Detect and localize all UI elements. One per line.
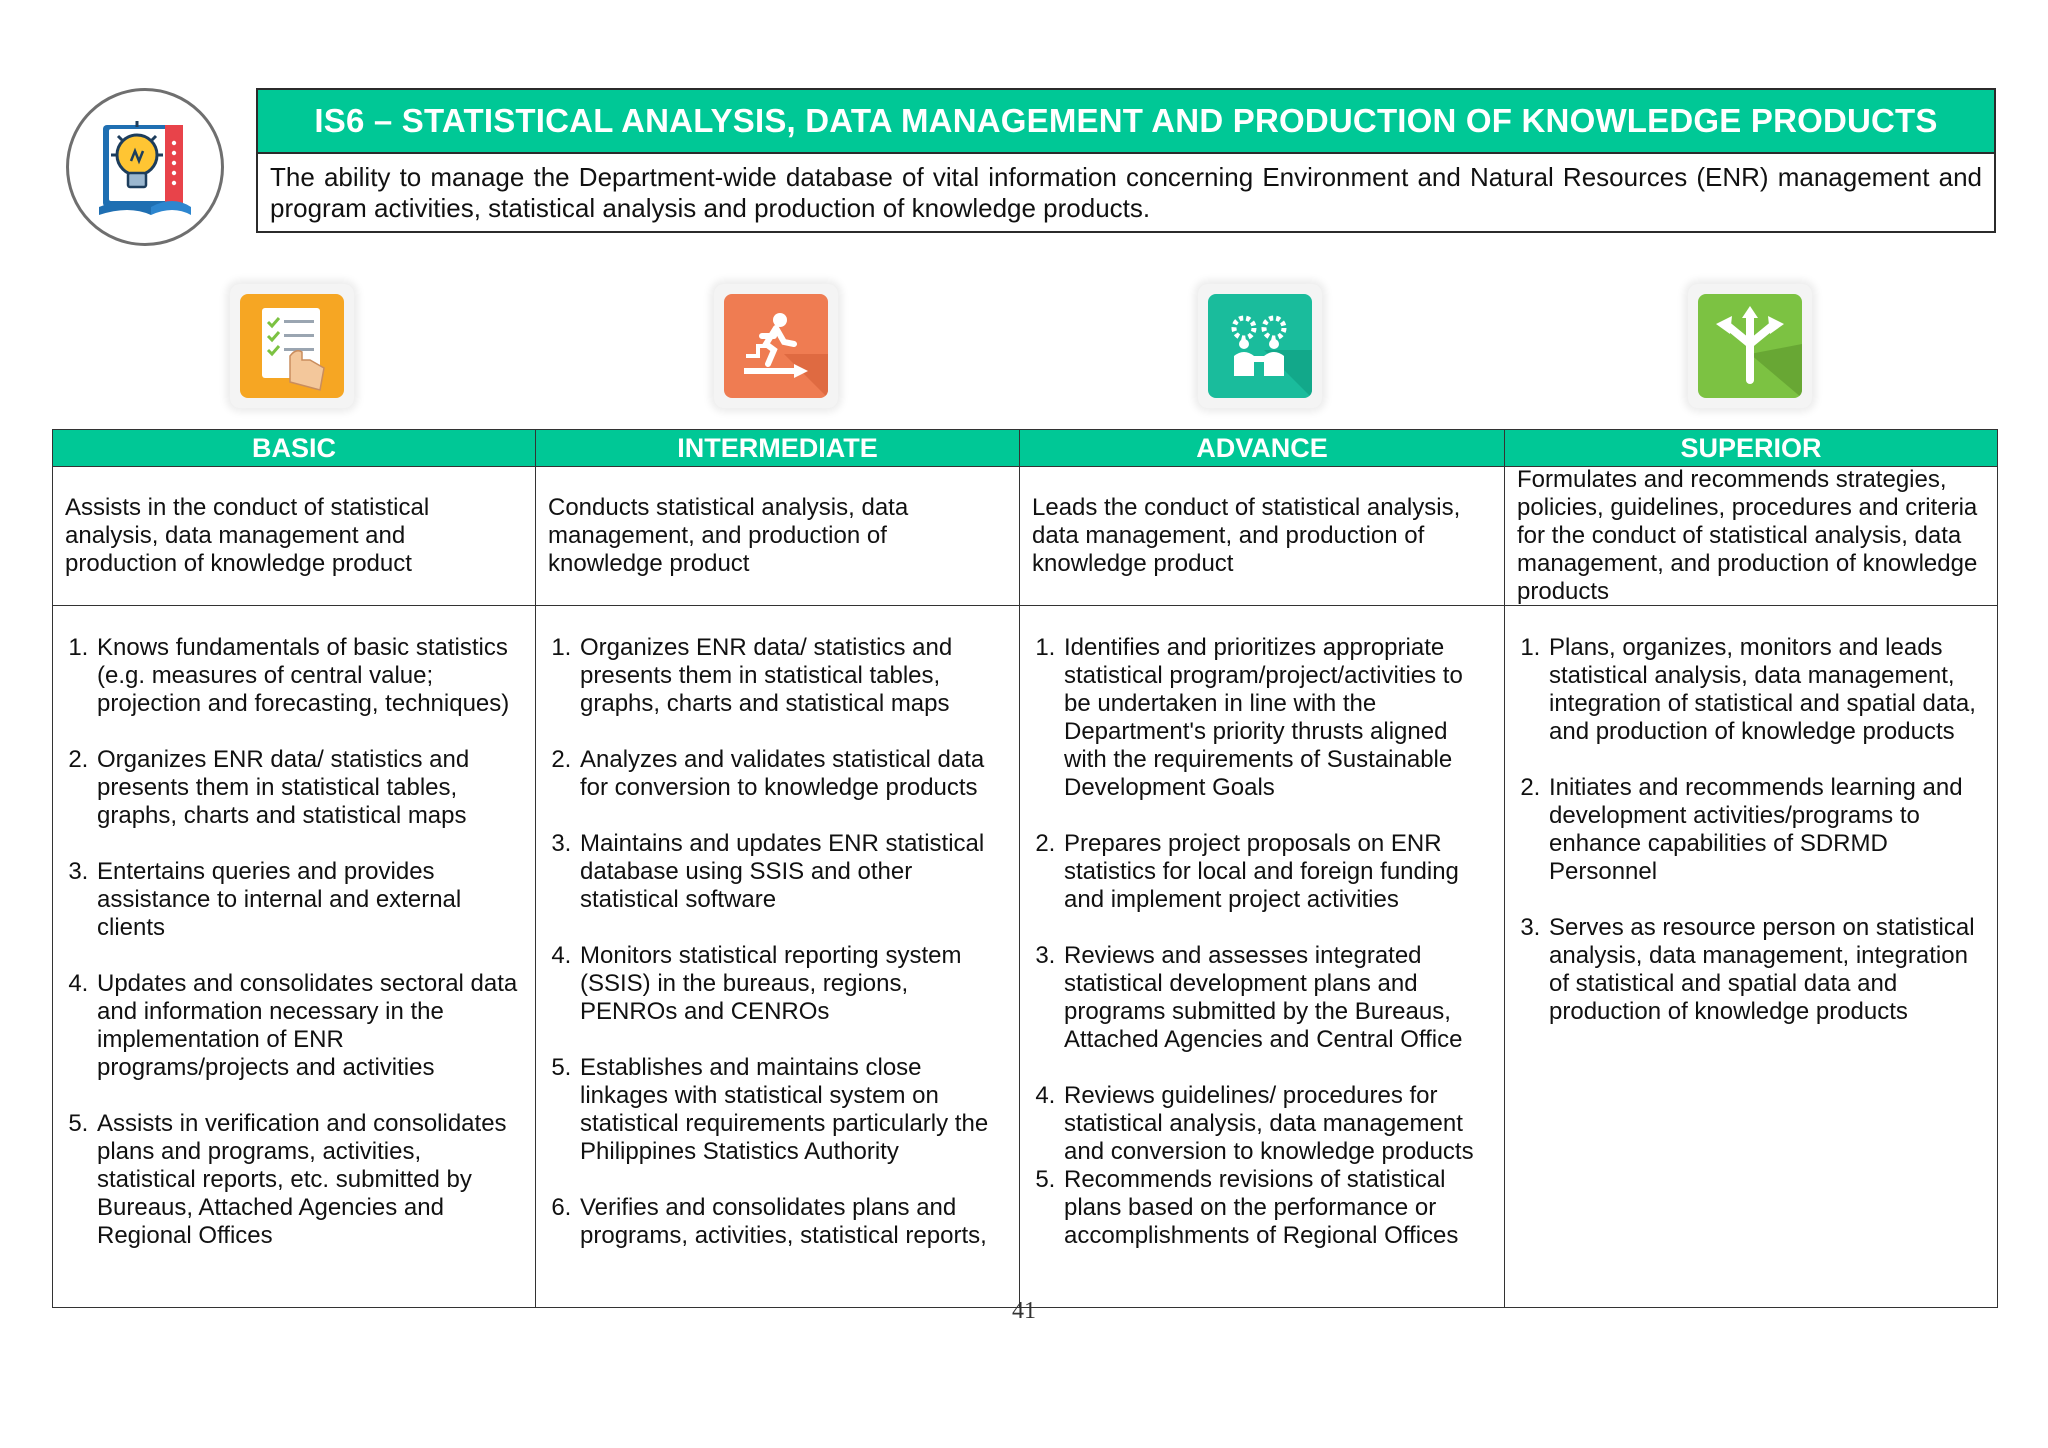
list-item: 4. Reviews guidelines/ procedures for statistical analysis, data management and conversion to knowledge products bbox=[1062, 1082, 1492, 1166]
list-item: 5. Assists in verification and consolidates plans and programs, activities, statistical reports, etc. submitted by Bureaus, Attached Agencies and Regional Offices bbox=[95, 1110, 523, 1250]
list-item: 3. Serves as resource person on statistical analysis, data management, integration of statistical and spatial data and production of knowledge products bbox=[1547, 914, 1985, 1026]
list-item: 5. Recommends revisions of statistical plans based on the performance or accomplishments of Regional Offices bbox=[1062, 1166, 1492, 1250]
level-summary-row bbox=[53, 467, 1998, 606]
list-item: 2. Initiates and recommends learning and development activities/programs to enhance capabilities of SDRMD Personnel bbox=[1547, 774, 1985, 886]
level-header-intermediate: INTERMEDIATE bbox=[536, 430, 1020, 467]
list-item: 1. Knows fundamentals of basic statistics (e.g. measures of central value; projection and forecasting, techniques) bbox=[95, 634, 523, 718]
summary-intermediate: Conducts statistical analysis, data management, and production of knowledge product bbox=[536, 467, 1020, 606]
indicators-superior bbox=[1505, 606, 1998, 1308]
proficiency-table bbox=[52, 429, 1998, 1308]
indicators-basic bbox=[53, 606, 536, 1308]
list-item: 1. Plans, organizes, monitors and leads statistical analysis, data management, integration of statistical and spatial data, and production of knowledge products bbox=[1547, 634, 1985, 746]
competency-title: IS6 – STATISTICAL ANALYSIS, DATA MANAGEMENT AND PRODUCTION OF KNOWLEDGE PRODUCTS bbox=[258, 90, 1994, 154]
checklist-hand-icon bbox=[230, 284, 354, 408]
summary-basic: Assists in the conduct of statistical analysis, data management and production of knowledge product bbox=[53, 467, 536, 606]
list-item: 3. Reviews and assesses integrated statistical development plans and programs submitted by the Bureaus, Attached Agencies and Central Office bbox=[1062, 942, 1492, 1054]
list-item: 2. Prepares project proposals on ENR statistics for local and foreign funding and implement project activities bbox=[1062, 830, 1492, 914]
list-item: 4. Updates and consolidates sectoral data and information necessary in the implementation of ENR programs/projects and activities bbox=[95, 970, 523, 1082]
list-item: 4. Monitors statistical reporting system (SSIS) in the bureaus, regions, PENROs and CENROs bbox=[578, 942, 1007, 1026]
list-item: 6. Verifies and consolidates plans and programs, activities, statistical reports, bbox=[578, 1194, 1007, 1250]
summary-superior: Formulates and recommends strategies, policies, guidelines, procedures and criteria for the conduct of statistical analysis, data management, and production of knowledge products bbox=[1505, 467, 1998, 606]
competency-header bbox=[256, 88, 1996, 233]
list-item: 1. Organizes ENR data/ statistics and presents them in statistical tables, graphs, charts and statistical maps bbox=[578, 634, 1007, 718]
team-gears-icon bbox=[1198, 284, 1322, 408]
list-item: 3. Maintains and updates ENR statistical database using SSIS and other statistical software bbox=[578, 830, 1007, 914]
list-item: 2. Organizes ENR data/ statistics and presents them in statistical tables, graphs, charts and statistical maps bbox=[95, 746, 523, 830]
diverging-arrows-icon bbox=[1688, 284, 1812, 408]
list-item: 1. Identifies and prioritizes appropriate statistical program/project/activities to be undertaken in line with the Department's priority thrusts aligned with the requirements of Sustainable Development Goals bbox=[1062, 634, 1492, 802]
summary-advance: Leads the conduct of statistical analysis, data management, and production of knowledge product bbox=[1020, 467, 1505, 606]
page-number: 41 bbox=[1012, 1298, 1036, 1324]
indicators-intermediate bbox=[536, 606, 1020, 1308]
level-header-row bbox=[53, 430, 1998, 467]
level-header-advance: ADVANCE bbox=[1020, 430, 1505, 467]
behavioral-indicators-row bbox=[53, 606, 1998, 1308]
indicators-advance bbox=[1020, 606, 1505, 1308]
list-item: 3. Entertains queries and provides assistance to internal and external clients bbox=[95, 858, 523, 942]
list-item: 5. Establishes and maintains close linkages with statistical system on statistical requirements particularly the Philippines Statistics Authority bbox=[578, 1054, 1007, 1166]
level-header-superior: SUPERIOR bbox=[1505, 430, 1998, 467]
competency-description: The ability to manage the Department-wide database of vital information concerning Environment and Natural Resources (ENR) management and program activities, statistical analysis and production of knowledge products. bbox=[270, 162, 1982, 223]
list-item: 2. Analyzes and validates statistical data for conversion to knowledge products bbox=[578, 746, 1007, 802]
stair-climber-icon bbox=[714, 284, 838, 408]
lightbulb-book-icon bbox=[66, 88, 224, 246]
level-header-basic: BASIC bbox=[53, 430, 536, 467]
